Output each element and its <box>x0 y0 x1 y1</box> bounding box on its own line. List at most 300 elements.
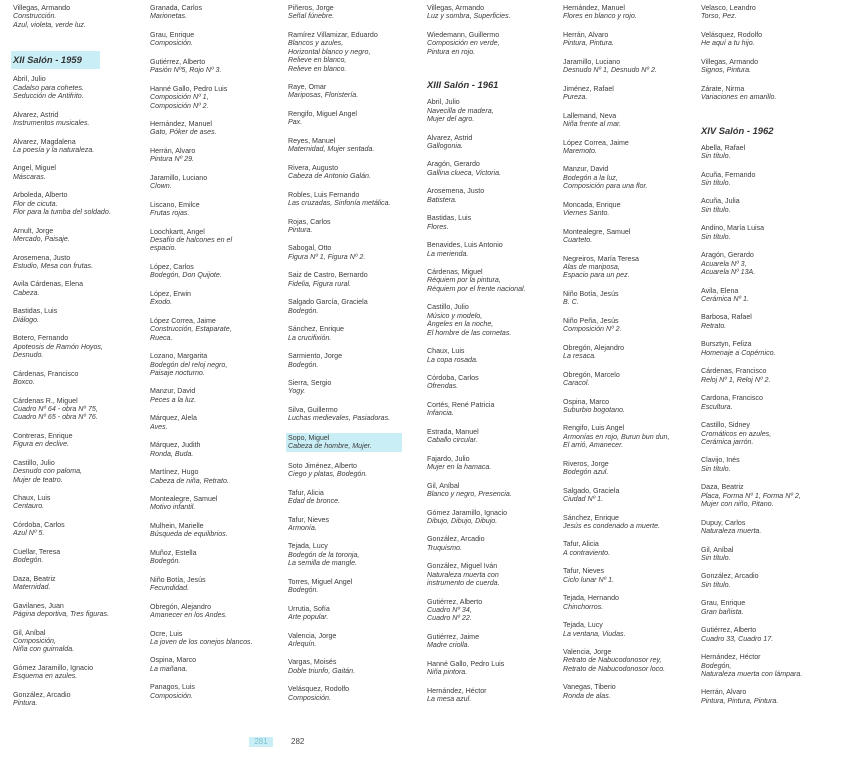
artwork-titles: Clown. <box>150 182 172 191</box>
artwork-titles: Batistera. <box>427 195 457 204</box>
artist-name: Rengifo, Miguel Angel <box>288 109 358 118</box>
artwork-titles: Bodegón a la luz, <box>563 173 618 182</box>
artwork-titles: Seducción de Antifrito. <box>13 92 84 101</box>
artist-name: Barbosa, Rafael <box>701 313 752 322</box>
artwork-titles: Sin título. <box>701 464 731 473</box>
artwork-titles: Figura en declive. <box>13 440 69 449</box>
artist-entry <box>150 495 286 512</box>
artist-entry <box>150 147 286 164</box>
artist-name: Gómez Jaramillo, Ignacio <box>13 663 94 672</box>
artwork-titles: Composición Nº 1, <box>150 93 209 102</box>
artist-name: López, Carlos <box>150 262 194 271</box>
artist-entry <box>288 110 424 127</box>
artist-name: Córdoba, Carlos <box>13 520 65 529</box>
artwork-titles: Composición. <box>288 693 331 702</box>
artist-entry <box>150 31 286 48</box>
artwork-titles: B. C. <box>563 298 579 307</box>
artist-name: Liscano, Emilce <box>150 200 200 209</box>
artwork-titles: Bodegón. <box>288 306 319 315</box>
artwork-titles: Paisaje nocturno. <box>150 368 205 377</box>
artist-name: Valencia, Jorge <box>288 631 337 640</box>
artist-entry <box>13 548 149 565</box>
artist-name: Tejada, Lucy <box>288 542 328 551</box>
artist-name: Grau, Enrique <box>150 30 195 39</box>
artist-entry <box>563 228 699 245</box>
artwork-titles: Amanecer en los Andes. <box>150 611 228 620</box>
column-6 <box>701 4 837 715</box>
artist-entry <box>701 626 837 643</box>
artist-entry <box>288 271 424 288</box>
artwork-titles: Pintura. <box>13 699 38 708</box>
artwork-titles: Gallogonia. <box>427 141 463 150</box>
artist-name: Andino, María Luisa <box>701 224 765 233</box>
artwork-titles: Variaciones en amarillo. <box>701 93 777 102</box>
artwork-titles: Composición. <box>150 691 193 700</box>
artist-entry <box>13 227 149 244</box>
artist-entry <box>13 629 149 654</box>
artist-name: Dupuy, Carlos <box>701 518 746 527</box>
artwork-titles: Naturaleza muerta con lámpara. <box>701 669 803 678</box>
artwork-titles: Composición en verde, <box>427 39 500 48</box>
artist-entry <box>701 688 837 705</box>
artwork-titles: Espacio para un pez. <box>563 271 630 280</box>
artist-name: Hernández, Héctor <box>701 653 761 662</box>
artist-name: Soto Jiménez, Alberto <box>288 461 358 470</box>
artwork-titles: Desafío de halcones en el <box>150 236 233 245</box>
artwork-titles: Alas de mariposa, <box>563 262 620 271</box>
artist-name: Clavijo, Inés <box>701 456 740 465</box>
artwork-titles: Construcción, Estaparate, <box>150 325 232 334</box>
artist-name: Sánchez, Enrique <box>288 325 344 334</box>
artwork-titles: Maternidad, Mujer sentada. <box>288 145 375 154</box>
artwork-titles: Boxco. <box>13 378 35 386</box>
artist-name: Contreras, Enrique <box>13 431 73 440</box>
artwork-titles: Las cruzadas, Sinfonía metálica. <box>288 199 391 208</box>
artist-name: Niño Botía, Jesús <box>563 289 619 298</box>
artwork-titles: Cerámica jarrón. <box>701 437 754 446</box>
artwork-titles: Composición, <box>13 636 56 645</box>
artist-entry <box>13 432 149 449</box>
column-1 <box>13 4 149 718</box>
artist-name: Jaramillo, Luciano <box>563 57 621 66</box>
artwork-titles: Cuadro Nº 34, <box>427 606 472 615</box>
artwork-titles: Escultura. <box>701 402 733 411</box>
artist-name: Vanegas, Tiberio <box>563 683 616 692</box>
artist-entry <box>701 313 837 330</box>
artist-name: Rivera, Augusto <box>288 163 339 172</box>
artwork-titles: Reloj Nº 1, Reloj Nº 2. <box>701 375 771 384</box>
artist-entry <box>563 621 699 638</box>
artist-entry <box>288 325 424 342</box>
artist-name: Abril, Julio <box>13 75 46 84</box>
artwork-titles: Azul, violeta, verde luz. <box>13 20 86 29</box>
artist-entry <box>288 578 424 595</box>
artwork-titles: Ciclo lunar Nº 1. <box>563 575 615 584</box>
artwork-titles: Músico y modelo, <box>427 311 483 320</box>
artist-entry <box>288 516 424 533</box>
artist-entry <box>701 394 837 411</box>
column-3 <box>288 4 424 712</box>
artwork-titles: Homenaje a Copérnico. <box>701 348 776 357</box>
artist-name: Cortés, René Patricia <box>427 400 495 409</box>
artist-entry <box>427 268 563 293</box>
artist-entry <box>563 31 699 48</box>
artist-name: Vargas, Moisés <box>288 658 337 667</box>
artist-name: Riveros, Jorge <box>563 459 609 468</box>
artist-name: Gutiérrez, Alberto <box>427 597 483 606</box>
artwork-titles: Pintura Nº 29. <box>150 155 194 164</box>
artwork-titles: Diálogo. <box>13 315 40 324</box>
artist-name: Jiménez, Rafael <box>563 84 614 93</box>
artist-name: Urrutia, Sofía <box>288 604 330 613</box>
artwork-titles: Gran bañista. <box>701 607 744 616</box>
artwork-titles: Réquiem por la pintura, <box>427 276 501 285</box>
artist-entry <box>701 340 837 357</box>
artist-entry <box>427 303 563 337</box>
artist-entry <box>701 85 837 102</box>
artist-entry <box>13 575 149 592</box>
artist-name: Montealegre, Samuel <box>563 227 631 236</box>
artist-entry <box>13 254 149 271</box>
artist-entry <box>701 421 837 446</box>
artist-name: Villegas, Armando <box>427 4 485 12</box>
artist-name: Avila, Elena <box>701 286 739 295</box>
artist-entry <box>150 387 286 404</box>
artwork-titles: A contraviento. <box>563 548 611 557</box>
artist-name: Ocre, Luis <box>150 629 183 638</box>
artist-entry <box>701 58 837 75</box>
artwork-titles: Pureza. <box>563 93 588 102</box>
artist-entry <box>563 58 699 75</box>
artist-name: Aragón, Gerardo <box>427 160 480 169</box>
artist-entry <box>150 317 286 342</box>
artist-entry <box>563 344 699 361</box>
artwork-titles: Jesús es condenado a muerte. <box>563 521 661 530</box>
artwork-titles: Niña frente al mar. <box>563 120 622 129</box>
artwork-titles: Réquiem por el frente nacional. <box>427 284 526 293</box>
artwork-titles: Placa, Forma Nº 1, Forma Nº 2, <box>701 491 801 500</box>
artist-entry <box>427 535 563 552</box>
artist-name: Avila Cárdenas, Elena <box>13 280 84 289</box>
artist-name: Lozano, Margarita <box>150 352 208 361</box>
artist-entry <box>701 4 837 21</box>
artwork-titles: Apoteosis de Ramón Hoyos, <box>13 342 103 351</box>
artist-entry <box>150 576 286 593</box>
section-heading: XIII Salón - 1961 <box>427 79 499 91</box>
artist-name: Niño Peña, Jesús <box>563 316 619 325</box>
artist-name: Chaux, Luis <box>427 347 465 356</box>
artist-entry <box>701 367 837 384</box>
artist-name: Montealegre, Samuel <box>150 495 218 504</box>
artist-entry <box>427 455 563 472</box>
artist-entry <box>563 290 699 307</box>
artwork-titles: Sin título. <box>701 178 731 187</box>
artist-name: Bursztyn, Feliza <box>701 340 752 349</box>
artist-entry <box>150 441 286 458</box>
artwork-titles: Flores en blanco y rojo. <box>563 12 637 21</box>
artist-entry <box>150 414 286 431</box>
artist-entry <box>427 241 563 258</box>
highlighted-entry <box>286 433 402 452</box>
artist-name: Gómez Jaramillo, Ignacio <box>427 508 508 517</box>
artwork-titles: Cabeza de Antonio Galán. <box>288 172 371 181</box>
artwork-titles: Maremoto. <box>563 146 597 155</box>
artwork-titles: Infancia. <box>427 409 454 418</box>
artist-name: Negreiros, María Teresa <box>563 254 639 263</box>
artist-entry <box>150 290 286 307</box>
artwork-titles: Arlequín. <box>288 639 317 648</box>
artist-name: Rengifo, Luis Angel <box>563 424 625 433</box>
artwork-titles: Fidelia, Figura rural. <box>288 279 352 288</box>
artist-entry <box>563 594 699 611</box>
artist-name: Tejada, Hernando <box>563 594 620 603</box>
artist-entry <box>701 572 837 589</box>
artist-name: Gil, Aníbal <box>701 545 734 554</box>
artist-entry <box>427 4 563 21</box>
artist-entry <box>288 489 424 506</box>
artwork-titles: Sin título. <box>701 152 731 161</box>
artist-name: Hanné Gallo, Pedro Luis <box>427 659 505 668</box>
artist-entry <box>701 287 837 304</box>
artist-name: Lallemand, Neva <box>563 111 617 120</box>
artwork-titles: Bodegón. <box>150 557 181 566</box>
artwork-titles: instrumento de cuerda. <box>427 579 500 588</box>
artist-entry <box>13 75 149 100</box>
artist-entry <box>701 483 837 508</box>
artwork-titles: Máscaras. <box>13 172 46 181</box>
artwork-titles: Acuarela Nº 3, <box>701 259 747 268</box>
artist-name: Velásquez, Rodolfo <box>701 30 763 39</box>
artwork-titles: Edad de bronce. <box>288 497 341 506</box>
artist-entry <box>150 352 286 377</box>
artist-entry <box>427 598 563 623</box>
artwork-titles: Flor para la tumba del soldado. <box>13 208 111 217</box>
artwork-titles: La ventana, Viudas. <box>563 629 626 638</box>
artist-entry <box>150 263 286 280</box>
artist-name: Muñoz, Estella <box>150 548 197 557</box>
artist-name: Manzur, David <box>563 165 609 174</box>
artwork-titles: Ronda, Buda. <box>150 449 194 458</box>
artist-name: Gil, Aníbal <box>427 481 460 490</box>
artwork-titles: Pax. <box>288 118 303 127</box>
artist-entry <box>13 138 149 155</box>
artwork-titles: Armonías en rojo, Burun bun dun, <box>563 432 670 441</box>
artist-name: Niño Botía, Jesús <box>150 575 206 584</box>
artist-entry <box>563 648 699 673</box>
artwork-titles: Chinchorros. <box>563 602 604 611</box>
artist-entry <box>150 201 286 218</box>
artist-name: Tafur, Alicia <box>288 488 324 497</box>
artist-entry <box>563 112 699 129</box>
artist-name: Grau, Enrique <box>701 599 746 608</box>
artist-name: Villegas, Armando <box>701 57 759 66</box>
artwork-titles: Aves. <box>150 422 168 431</box>
artwork-titles: Fecundidad. <box>150 584 190 593</box>
artwork-titles: La mesa azul. <box>427 695 472 704</box>
artist-name: González, Arcadio <box>427 535 485 544</box>
artist-entry <box>13 664 149 681</box>
artist-entry <box>288 191 424 208</box>
artist-entry <box>427 562 563 587</box>
artwork-titles: La merienda. <box>427 249 469 258</box>
artwork-titles: Relieve en blanco. <box>288 64 347 73</box>
artwork-titles: Mujer de teatro. <box>13 475 63 484</box>
artist-entry <box>288 218 424 235</box>
artist-name: Sopo, Miguel <box>288 433 330 442</box>
artwork-titles: Retrato. <box>701 321 727 330</box>
artist-entry <box>288 137 424 154</box>
artwork-titles: La semilla de mangle. <box>288 559 358 568</box>
artwork-titles: Caracol. <box>563 379 590 387</box>
artist-entry <box>563 371 699 388</box>
artist-entry <box>563 201 699 218</box>
artwork-titles: Frutas rojas. <box>150 209 190 218</box>
artwork-titles: Marionetas. <box>150 12 188 21</box>
artist-name: Tejada, Lucy <box>563 621 603 630</box>
artist-entry <box>563 85 699 102</box>
artwork-titles: Niña con guirnalda. <box>13 645 75 654</box>
artist-name: Hernández, Manuel <box>563 4 625 12</box>
artist-name: Ramírez Villamizar, Eduardo <box>288 30 378 39</box>
artwork-titles: Sin título. <box>701 205 731 214</box>
artwork-titles: Acuarela Nº 13A. <box>701 268 756 277</box>
artist-name: Sierra, Sergio <box>288 379 332 387</box>
artist-name: Benavides, Luis Antonio <box>427 241 503 250</box>
artwork-titles: Truquismo. <box>427 543 462 552</box>
artwork-titles: Bodegón, <box>701 661 732 670</box>
column-5 <box>563 4 699 710</box>
artwork-titles: He aquí a tu hijo. <box>701 39 755 48</box>
artist-entry <box>288 605 424 622</box>
artist-entry <box>13 602 149 619</box>
artist-name: González, Miguel Iván <box>427 562 498 571</box>
artist-entry <box>13 397 149 422</box>
artist-entry <box>288 4 424 21</box>
artist-name: López, Erwin <box>150 289 192 298</box>
artwork-titles: Luz y sombra, Superficies. <box>427 12 511 21</box>
artwork-titles: Dibujo, Dibujo, Dibujo. <box>427 516 498 525</box>
artist-entry <box>427 98 563 123</box>
artist-name: Loochkartt, Angel <box>150 227 205 236</box>
column-2 <box>150 4 286 710</box>
artist-name: Cuellar, Teresa <box>13 547 61 556</box>
artist-entry <box>288 352 424 369</box>
artwork-titles: Desnudo. <box>13 351 44 360</box>
artist-entry <box>288 658 424 675</box>
artist-name: Tafur, Nieves <box>563 567 605 576</box>
artist-name: Villegas, Armando <box>13 4 71 12</box>
artist-entry <box>563 398 699 415</box>
artwork-titles: Flores. <box>427 222 449 231</box>
artist-entry <box>13 334 149 359</box>
artist-name: Abril, Julio <box>427 98 460 107</box>
artist-name: Alvarez, Astrid <box>427 133 473 142</box>
artist-name: Herrán, Alvaro <box>563 30 609 39</box>
artist-name: Mulhein, Marielle <box>150 521 204 530</box>
artwork-titles: Ciudad Nº 1. <box>563 495 604 504</box>
artist-entry <box>150 58 286 75</box>
artist-name: Velásquez, Rodolfo <box>288 685 350 694</box>
artist-entry <box>288 685 424 702</box>
artist-name: Torres, Miguel Angel <box>288 577 353 586</box>
artwork-titles: Cromáticos en azules, <box>701 429 772 438</box>
artist-name: Gavilanes, Juan <box>13 601 64 610</box>
artist-name: Salgado, Graciela <box>563 486 620 495</box>
artist-name: Angel, Miguel <box>13 164 56 173</box>
artwork-titles: Bodegón del reloj negro, <box>150 360 228 369</box>
artist-name: Hanné Gallo, Pedro Luis <box>150 84 228 93</box>
artwork-titles: Esquema en azules. <box>13 672 78 681</box>
artist-name: Sánchez, Enrique <box>563 513 619 522</box>
artist-entry <box>13 521 149 538</box>
artist-name: Estrada, Manuel <box>427 427 479 436</box>
artist-entry <box>701 599 837 616</box>
artist-name: Obregón, Marcelo <box>563 370 620 379</box>
artist-name: Salgado García, Graciela <box>288 298 368 307</box>
artist-entry <box>563 487 699 504</box>
artist-name: Gutiérrez, Alberto <box>150 57 206 66</box>
artist-entry <box>563 424 699 449</box>
artwork-titles: Pasión Nº5, Rojo Nº 3. <box>150 66 222 75</box>
artist-name: Márquez, Alela <box>150 414 197 423</box>
artwork-titles: Bodegón. <box>288 586 319 595</box>
artist-name: Botero, Fernando <box>13 334 69 343</box>
artist-entry <box>288 298 424 315</box>
artist-entry <box>150 174 286 191</box>
artwork-titles: Pintura, Pintura, Pintura. <box>701 696 779 705</box>
artist-name: Aragón, Gerardo <box>701 251 754 260</box>
artwork-titles: Relieve en blanco, <box>288 56 347 65</box>
artwork-titles: Suburbio bogotano. <box>563 405 625 414</box>
artwork-titles: Estudio, Mesa con frutas. <box>13 261 94 270</box>
artist-entry <box>563 683 699 700</box>
artwork-titles: Composición. <box>150 39 193 48</box>
artist-name: Márquez, Judith <box>150 441 201 450</box>
artist-name: Valencia, Jorge <box>563 648 612 657</box>
artist-entry <box>563 514 699 531</box>
artist-name: Daza, Beatriz <box>13 574 56 583</box>
artwork-titles: Horizontal blanco y negro, <box>288 47 371 56</box>
artwork-titles: Navecilla de madera, <box>427 106 494 115</box>
artist-entry <box>288 542 424 567</box>
page-number-right: 282 <box>291 737 305 746</box>
artwork-titles: Mujer en la hamaca. <box>427 463 492 472</box>
artist-name: Acuña, Julia <box>701 197 740 206</box>
artist-name: Piñeros, Jorge <box>288 4 334 12</box>
artwork-titles: Luchas medievales, Pasiadoras. <box>288 414 391 423</box>
artwork-titles: Bodegón azul. <box>563 468 609 477</box>
artist-name: Zárate, Nirma <box>701 84 745 93</box>
artwork-titles: Niña pintora. <box>427 668 468 677</box>
artwork-titles: Cerámica Nº 1. <box>701 294 749 303</box>
section-heading: XII Salón - 1959 <box>11 51 100 69</box>
artist-entry <box>150 656 286 673</box>
artwork-titles: El hombre de las cornetas. <box>427 328 512 337</box>
artist-entry <box>150 228 286 253</box>
artist-name: Panagos, Luis <box>150 683 195 692</box>
artist-entry <box>13 111 149 128</box>
artwork-titles: Cuarteto. <box>563 236 593 245</box>
artist-name: Arosemena, Justo <box>13 253 71 262</box>
artist-entry <box>13 280 149 297</box>
artwork-titles: Cabeza de niña, Retrato. <box>150 476 229 485</box>
artist-name: Acuña, Fernando <box>701 170 756 179</box>
artist-entry <box>150 85 286 110</box>
artwork-titles: Éxodo. <box>150 298 173 307</box>
artwork-titles: Flor de cicuta. <box>13 199 58 208</box>
artwork-titles: La crucifixión. <box>288 333 332 342</box>
artwork-titles: Yogy. <box>288 387 306 396</box>
